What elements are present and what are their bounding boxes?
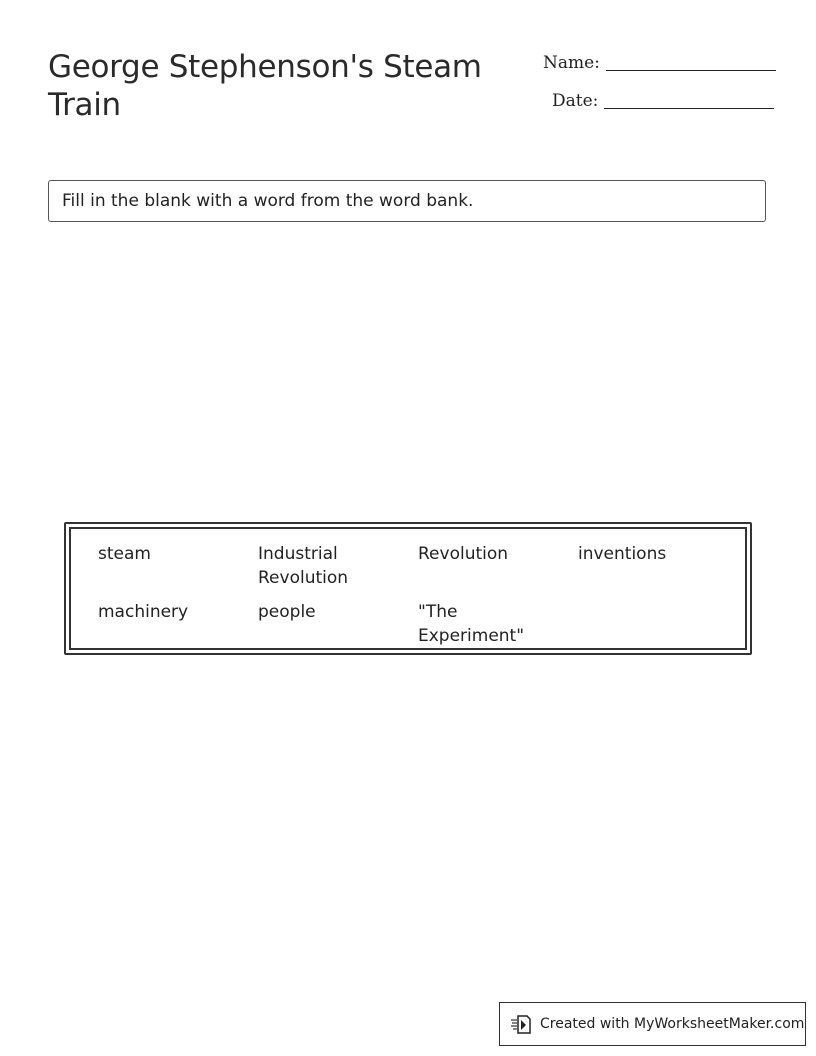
date-label: Date: [552,91,599,111]
instructions-box [48,180,766,222]
word-bank-item: machinery [98,602,189,622]
name-field [543,52,776,74]
word-bank-item: Revolution [418,544,509,564]
worksheet-maker-logo-icon [510,1013,532,1035]
page-title: George Stephenson's Steam Train [48,49,482,123]
date-blank-line[interactable] [604,90,774,109]
instructions-text: Fill in the blank with a word from the word bank. [62,191,474,211]
word-bank-item: inventions [578,544,667,564]
footer-text: Created with MyWorksheetMaker.com [540,1016,805,1032]
word-bank-item: steam [98,544,151,564]
word-bank [64,522,752,655]
word-bank-item: Industrial Revolution [258,544,349,588]
name-blank-line[interactable] [606,52,776,71]
name-label: Name: [543,53,600,73]
footer-credit[interactable] [499,1002,806,1046]
word-bank-item: people [258,602,316,622]
word-bank-item: "The Experiment" [418,602,525,646]
word-bank-inner-border [69,527,747,650]
date-field [552,90,774,112]
